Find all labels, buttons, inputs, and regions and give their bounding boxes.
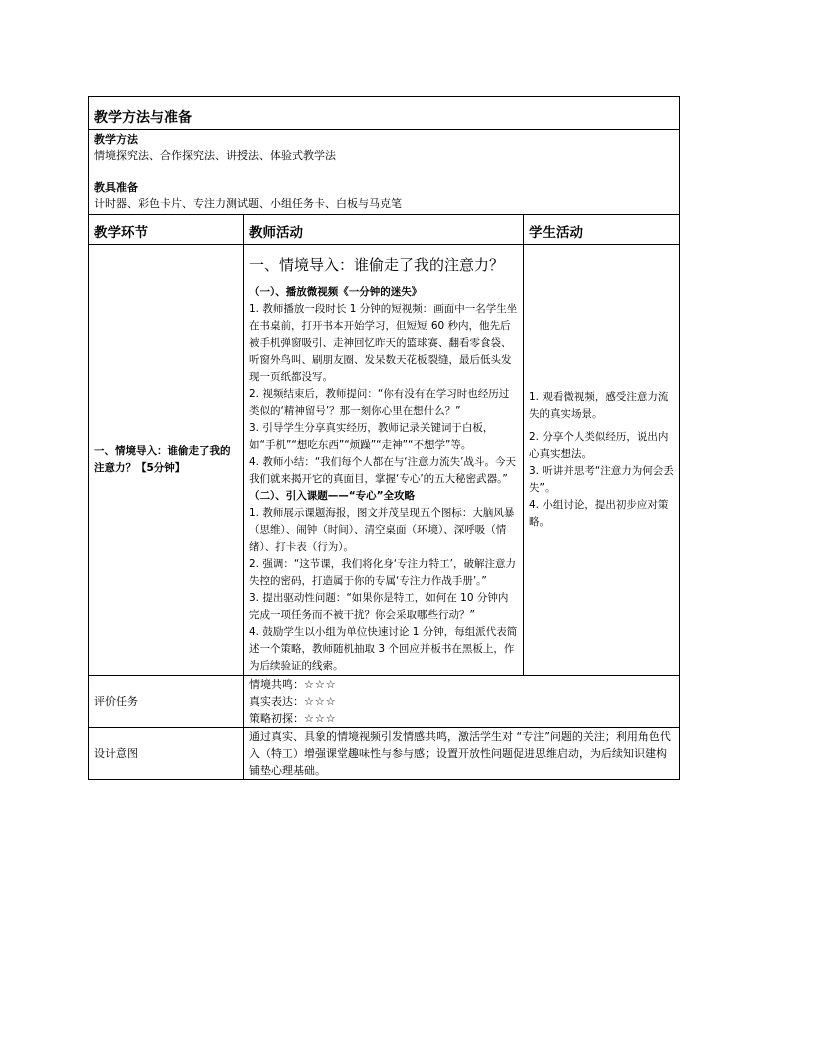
evaluation-item xyxy=(249,676,674,693)
part1-item: 2. 视频结束后，教师提问：“你有没有在学习时也经历过类似的‘精神留号’？那一刻你心里在想什么？” xyxy=(249,388,510,417)
lesson-plan-page xyxy=(88,96,679,780)
design-text: 通过真实、具象的情境视频引发情感共鸣，激活学生对 “专注”问题的关注；利用角色代入（特工）增强课堂趣味性与参与感；设置开放性问题促进思维启动，为后续知识建构铺垫心理基础。 xyxy=(244,728,680,780)
part2-title: （二）、引入课题——“专心”全攻略 xyxy=(249,490,416,502)
evaluation-item-name: 策略初探： xyxy=(249,712,304,725)
star-rating: ☆☆☆ xyxy=(304,712,337,725)
section-title: 教学方法与准备 xyxy=(89,97,680,130)
evaluation-item xyxy=(249,693,674,710)
evaluation-item-name: 情境共鸣： xyxy=(249,678,304,691)
header-student: 学生活动 xyxy=(524,215,680,245)
design-label: 设计意图 xyxy=(89,728,244,780)
part2-item: 2. 强调：“这节课，我们将化身‘专注力特工’，破解注意力失控的密码，打造属于你的专属‘专注力作战手册’。” xyxy=(249,558,516,587)
student-item: 3. 听讲并思考“注意力为何会丢失”。 xyxy=(529,465,674,494)
prep-heading: 教具准备 xyxy=(94,181,138,194)
evaluation-row xyxy=(89,676,680,728)
part2-item: 3. 提出驱动性问题：“如果你是特工，如何在 10 分钟内完成一项任务而不被干扰？你会采取哪些行动？” xyxy=(249,592,509,621)
student-item: 1. 观看微视频，感受注意力流失的真实场景。 xyxy=(529,391,669,420)
part1-item: 4. 教师小结：“我们每个人都在与‘注意力流失’战斗。今天我们就来揭开它的真面目，掌握‘专心’的五大秘密武器。” xyxy=(249,456,516,485)
prep-text: 计时器、彩色卡片、专注力测试题、小组任务卡、白板与马克笔 xyxy=(94,197,402,210)
teacher-title: 一、情境导入：谁偷走了我的注意力？ xyxy=(249,256,505,274)
evaluation-item-name: 真实表达： xyxy=(249,695,304,708)
star-rating: ☆☆☆ xyxy=(304,695,337,708)
star-rating: ☆☆☆ xyxy=(304,678,337,691)
methods-prep-row xyxy=(89,130,680,215)
lesson-plan-table xyxy=(88,96,680,780)
evaluation-cell xyxy=(244,676,680,728)
header-teacher: 教师活动 xyxy=(244,215,524,245)
methods-text: 情境探究法、合作探究法、讲授法、体验式教学法 xyxy=(94,149,336,162)
part2-item: 1. 教师展示课题海报，图文并茂呈现五个图标：大脑风暴（思维）、闹钟（时间）、清空桌面（环境）、深呼吸（情绪）、打卡表（行为）。 xyxy=(249,507,515,553)
header-row xyxy=(89,215,680,245)
evaluation-label: 评价任务 xyxy=(89,676,244,728)
student-item: 2. 分享个人类似经历，说出内心真实想法。 xyxy=(529,431,669,460)
student-item: 4. 小组讨论，提出初步应对策略。 xyxy=(529,499,669,528)
part2-item: 4. 鼓励学生以小组为单位快速讨论 1 分钟，每组派代表简述一个策略，教师随机抽取 3 个回应并板书在黑板上，作为后续验证的线索。 xyxy=(249,626,518,672)
part1-item: 1. 教师播放一段时长 1 分钟的短视频：画面中一名学生坐在书桌前，打开书本开始学习，但短短 60 秒内，他先后被手机弹窗吸引、走神回忆昨天的篮球赛、翻看零食袋、听窗外鸟叫、刷朋友圈、发呆数天花板裂缝，最后低头发现一页纸都没写。 xyxy=(249,303,518,383)
student-activity-cell xyxy=(524,245,680,676)
evaluation-item xyxy=(249,710,674,727)
design-row xyxy=(89,728,680,780)
teacher-activity-cell xyxy=(244,245,524,676)
part1-title: （一）、播放微视频《一分钟的迷失》 xyxy=(249,286,423,298)
header-stage: 教学环节 xyxy=(89,215,244,245)
methods-heading: 教学方法 xyxy=(94,133,138,146)
section-title-row xyxy=(89,97,680,130)
part1-item: 3. 引导学生分享真实经历，教师记录关键词于白板，如“手机”“想吃东西”“烦躁”“走神”“不想学”等。 xyxy=(249,422,494,451)
activity-row xyxy=(89,245,680,676)
stage-label: 一、情境导入：谁偷走了我的注意力？【5分钟】 xyxy=(89,245,244,676)
